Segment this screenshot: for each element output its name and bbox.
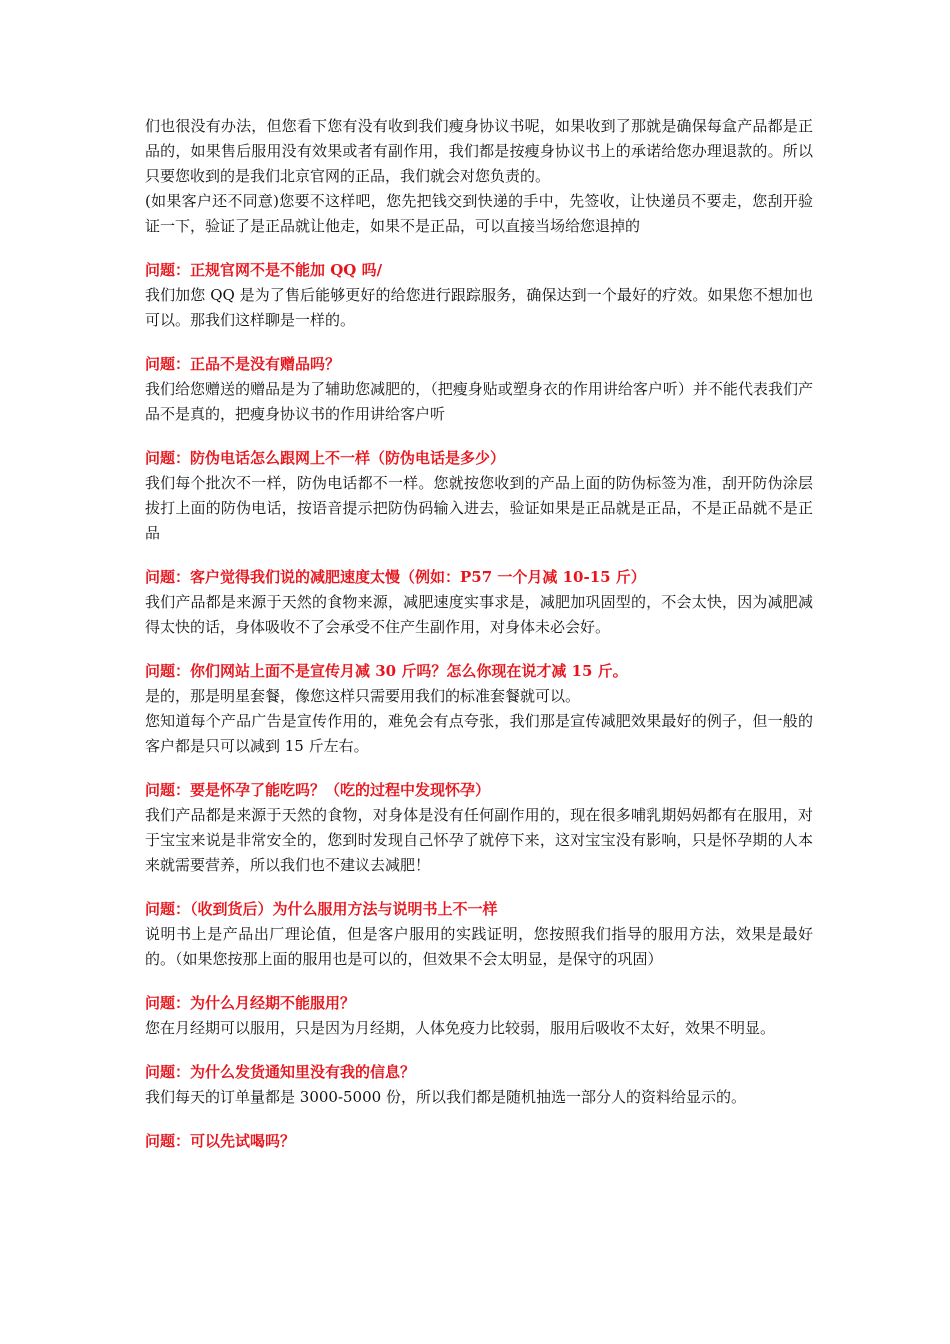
answer-paragraph: 您在月经期可以服用，只是因为月经期，人体免疫力比较弱，服用后吸收不太好，效果不明显。 (145, 1019, 776, 1037)
answer-paragraph: 我们每个批次不一样，防伪电话都不一样。您就按您收到的产品上面的防伪标签为准，刮开防伪涂层拔打上面的防伪电话，按语音提示把防伪码输入进去，验证如果是正品就是正品，不是正品就不是正品 (145, 474, 813, 542)
question-heading: 问题：为什么发货通知里没有我的信息？ (145, 1063, 416, 1081)
qa-item (145, 1060, 813, 1110)
qa-item (145, 1129, 813, 1154)
question-heading: 问题：你们网站上面不是宣传月减 30 斤吗？怎么你现在说才减 15 斤。 (145, 662, 628, 680)
qa-item (145, 778, 813, 878)
qa-item (145, 659, 813, 759)
answer-paragraph: 我们每天的订单量都是 3000-5000 份，所以我们都是随机抽选一部分人的资料给显示的。 (145, 1088, 746, 1106)
qa-item (145, 565, 813, 640)
answer-paragraph: 我们产品都是来源于天然的食物来源，减肥速度实事求是，减肥加巩固型的，不会太快，因为减肥减得太快的话，身体吸收不了会承受不住产生副作用，对身体未必会好。 (145, 593, 813, 636)
qa-item (145, 352, 813, 427)
question-heading: 问题：防伪电话怎么跟网上不一样（防伪电话是多少） (145, 449, 506, 467)
intro-paragraph-1: 们也很没有办法，但您看下您有没有收到我们瘦身协议书呢，如果收到了那就是确保每盒产品都是正品的，如果售后服用没有效果或者有副作用，我们都是按瘦身协议书上的承诺给您办理退款的。所以只要您收到的是我们北京官网的正品，我们就会对您负责的。 (145, 117, 813, 185)
document-page (145, 114, 813, 1154)
qa-item (145, 446, 813, 546)
question-heading: 问题：客户觉得我们说的减肥速度太慢（例如：P57 一个月减 10-15 斤） (145, 568, 646, 586)
answer-paragraph: 您知道每个产品广告是宣传作用的，难免会有点夸张，我们那是宣传减肥效果最好的例子，但一般的客户都是只可以减到 15 斤左右。 (145, 712, 813, 755)
question-heading: 问题：要是怀孕了能吃吗？（吃的过程中发现怀孕） (145, 781, 491, 799)
question-heading: 问题：正品不是没有赠品吗？ (145, 355, 341, 373)
question-heading: 问题：正规官网不是不能加 QQ 吗/ (145, 261, 383, 279)
question-heading: 问题：（收到货后）为什么服用方法与说明书上不一样 (145, 900, 498, 918)
intro-paragraph-2: (如果客户还不同意)您要不这样吧，您先把钱交到快递的手中，先签收，让快递员不要走，您刮开验证一下，验证了是正品就让他走，如果不是正品，可以直接当场给您退掉的 (145, 192, 813, 235)
question-heading: 问题：为什么月经期不能服用？ (145, 994, 356, 1012)
qa-item (145, 258, 813, 333)
answer-paragraph: 我们产品都是来源于天然的食物，对身体是没有任何副作用的，现在很多哺乳期妈妈都有在服用，对于宝宝来说是非常安全的，您到时发现自己怀孕了就停下来，这对宝宝没有影响，只是怀孕期的人本来就需要营养，所以我们也不建议去减肥！ (145, 806, 813, 874)
question-heading: 问题：可以先试喝吗？ (145, 1132, 296, 1150)
qa-item (145, 897, 813, 972)
answer-paragraph: 我们加您 QQ 是为了售后能够更好的给您进行跟踪服务，确保达到一个最好的疗效。如果您不想加也可以。那我们这样聊是一样的。 (145, 286, 813, 329)
answer-paragraph: 我们给您赠送的赠品是为了辅助您减肥的，（把瘦身贴或塑身衣的作用讲给客户听）并不能代表我们产品不是真的，把瘦身协议书的作用讲给客户听 (145, 380, 813, 423)
qa-item (145, 991, 813, 1041)
answer-paragraph: 是的，那是明星套餐，像您这样只需要用我们的标准套餐就可以。 (145, 687, 581, 705)
answer-paragraph: 说明书上是产品出厂理论值，但是客户服用的实践证明，您按照我们指导的服用方法，效果是最好的。（如果您按那上面的服用也是可以的，但效果不会太明显，是保守的巩固） (145, 925, 813, 968)
